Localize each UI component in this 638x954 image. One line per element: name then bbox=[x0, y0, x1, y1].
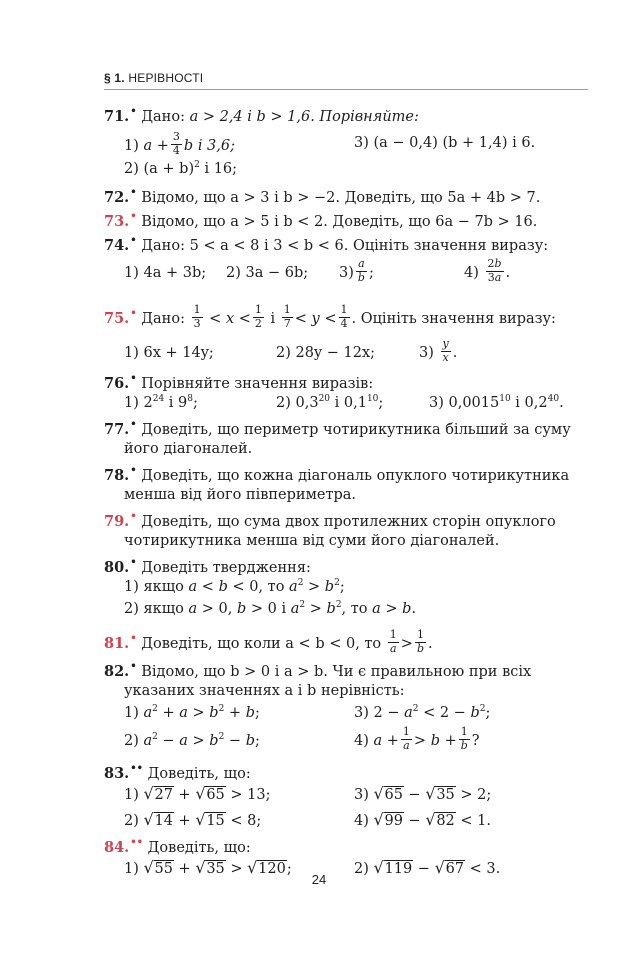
problem-84: 84.•• Доведіть, що: bbox=[104, 837, 251, 856]
problem-77: 77.• Доведіть, що периметр чотирикутника більший за суму bbox=[104, 419, 571, 438]
problem-73: 73.• Відомо, що a > 5 і b < 2. Доведіть, що 6a − 7b > 16. bbox=[104, 211, 538, 230]
problem-text: Доведіть, що: bbox=[147, 766, 251, 782]
problem-76: 76.• Порівняйте значення виразів: bbox=[104, 373, 374, 392]
problem-number: 82. bbox=[104, 663, 130, 680]
problem-72: 72.• Відомо, що a > 3 і b > −2. Доведіть, що 5a + 4b > 7. bbox=[104, 187, 541, 206]
problem-83: 83.•• Доведіть, що: bbox=[104, 763, 251, 782]
problem-71-item-3: 3) (a − 0,4) (b + 1,4) і 6. bbox=[354, 135, 536, 151]
problem-number: 75. bbox=[104, 310, 130, 328]
problem-text: Відомо, що a > 5 і b < 2. Доведіть, що 6a − 7b > 16. bbox=[141, 214, 538, 230]
problem-number: 78. bbox=[104, 467, 130, 484]
problem-number: 76. bbox=[104, 375, 130, 392]
problem-71-item-2: 2) $(a + b)^2$ і 16; bbox=[124, 160, 238, 177]
problem-text: Дано: bbox=[141, 109, 185, 125]
problem-number: 71. bbox=[104, 108, 130, 125]
problem-number: 74. bbox=[104, 237, 130, 254]
problem-75-items: 1) 6x + 14y; bbox=[124, 345, 214, 361]
section-number: § 1. bbox=[104, 71, 125, 85]
problem-text: Відомо, що b > 0 і a > b. Чи є правильною при всіх bbox=[141, 664, 532, 680]
section-title: НЕРІВНОСТІ bbox=[128, 71, 204, 85]
page-number: 24 bbox=[311, 872, 327, 887]
problem-text: Дано: bbox=[141, 311, 185, 328]
problem-78: 78.• Доведіть, що кожна діагональ опуклого чотирикутника bbox=[104, 465, 570, 484]
problem-text: Доведіть, що: bbox=[147, 840, 251, 856]
problem-text: Доведіть твердження: bbox=[141, 560, 311, 576]
problem-text: Відомо, що a > 3 і b > −2. Доведіть, що 5a + 4b > 7. bbox=[141, 190, 541, 206]
problem-81: 81.• Доведіть, що коли a < b < 0, то $\frac{1}{a}$ > $\frac{1}{b}$ . bbox=[104, 628, 433, 655]
problem-number: 73. bbox=[104, 213, 130, 230]
running-header bbox=[104, 71, 203, 85]
problem-text: Доведіть, що коли a < b < 0, то bbox=[141, 636, 382, 653]
fraction: $\frac{3}{4}$ bbox=[172, 130, 180, 157]
problem-number: 77. bbox=[104, 421, 130, 438]
header-rule bbox=[104, 89, 588, 90]
problem-82: 82.• Відомо, що b > 0 і a > b. Чи є правильною при всіх bbox=[104, 661, 532, 680]
problem-71-item-1: 1) a + $\frac{3}{4}$ b і 3,6; bbox=[124, 130, 236, 157]
problem-number: 80. bbox=[104, 559, 130, 576]
problem-number: 79. bbox=[104, 513, 130, 530]
problem-condition: a > 2,4 і b > 1,6. Порівняйте: bbox=[189, 109, 419, 125]
problem-text: Дано: 5 < a < 8 і 3 < b < 6. Оцініть значення виразу: bbox=[141, 238, 549, 254]
textbook-page: § 1. НЕРІВНОСТІ 71.• Дано: a > 2,4 і b > 1,6. Порівняйте: 1) a + $\frac{3}{4}$ b і 3,6; 3) (a − 0,4) (b + 1,4) і 6. 2) $(a + b)^2$ і 16; 72.• Відомо, що a > 3 і b > −2. Доведіть, що 5a + 4b > 7. 73.• Відомо, що a > 5 і b < 2. Доведіть, що 6a − 7b > 16. 74.• Дано: 5 < a < 8 і 3 < b < 6. Оцініть значення виразу: 1) 4a + 3b; 2) 3a − 6b; 3) $\frac{a}{b}$ ; 4) $\frac{2b}{3a}$ . 75.• Дано: $\frac{1}{3}$ < x < $\frac{1}{2}$ і $\frac{1}{7}$ < y < $\frac{1}{4}$ . Оцініть значення виразу: 1) 6x + 14y; 2) 28y − 12x; 3) $\frac{y}{x}$ . 76.• Порівняйте значення виразів: 1) $2^{24}$ і $9^8$; 2) $0,3^{20}$ і $0,1^{10}$; 3) 0,0015$^{10}$ і $0,2^{40}$. 77.• Доведіть, що периметр чотирикутника більший за суму його діагоналей. 78.• Доведіть, що кожна діагональ опуклого чотирикутника менша від його півпериметра. 79.• Доведіть, що сума двох протилежних сторін опуклого чотирикутника менша від суми його діагоналей. 80.• Доведіть твердження: 1) якщо a < b < 0, то $a^2 > b^2$; 2) якщо a > 0, b > 0 і $a^2 > b^2$, то a > b. 81.• Доведіть, що коли a < b < 0, то $\frac{1}{a}$ > $\frac{1}{b}$ . 82.• Відомо, що b > 0 і a > b. Чи є правильною при всіх указаних значеннях a і b нерівність: 1) $a^2 + a > b^2 + b$; 3) $2 - a^2 < 2 - b^2$; 2) $a^2 - a > b^2 - b$; 4) a + $\frac{1}{a}$ > b + $\frac{1}{b}$ ? 83.•• Доведіть, що: 1) √ 27 + √ 65 > 13; 3) √ 65 − √ 35 > 2; 2) √ 14 + √ 15 < 8; 4) √ 99 − √ 82 < 1. 84.•• Доведіть, що: 1) √ 55 + √ 35 > √ 120; 2) √ 119 − √ 67 < 3. 24 bbox=[0, 0, 638, 954]
problem-74: 74.• Дано: 5 < a < 8 і 3 < b < 6. Оцініть значення виразу: bbox=[104, 235, 549, 254]
fraction: $\frac{2b}{3a}$ bbox=[487, 257, 502, 284]
problem-number: 72. bbox=[104, 189, 130, 206]
problem-text: Доведіть, що сума двох протилежних сторін опуклого bbox=[141, 514, 556, 530]
fraction: $\frac{a}{b}$ bbox=[357, 257, 365, 284]
problem-number: 81. bbox=[104, 635, 130, 653]
problem-71: 71.• Дано: a > 2,4 і b > 1,6. Порівняйте: bbox=[104, 106, 419, 125]
problem-79: 79.• Доведіть, що сума двох протилежних сторін опуклого bbox=[104, 511, 556, 530]
problem-text: Доведіть, що кожна діагональ опуклого чотирикутника bbox=[141, 468, 570, 484]
problem-text: Доведіть, що периметр чотирикутника більший за суму bbox=[141, 422, 571, 438]
problem-number: 84. bbox=[104, 839, 130, 856]
problem-80: 80.• Доведіть твердження: bbox=[104, 557, 311, 576]
problem-number: 83. bbox=[104, 765, 130, 782]
problem-text: Порівняйте значення виразів: bbox=[141, 376, 374, 392]
problem-74-items: 1) 4a + 3b; bbox=[124, 265, 207, 281]
problem-75: 75.• Дано: $\frac{1}{3}$ < x < $\frac{1}{2}$ і $\frac{1}{7}$ < y < $\frac{1}{4}$ . Оцініть значення виразу: bbox=[104, 303, 556, 330]
